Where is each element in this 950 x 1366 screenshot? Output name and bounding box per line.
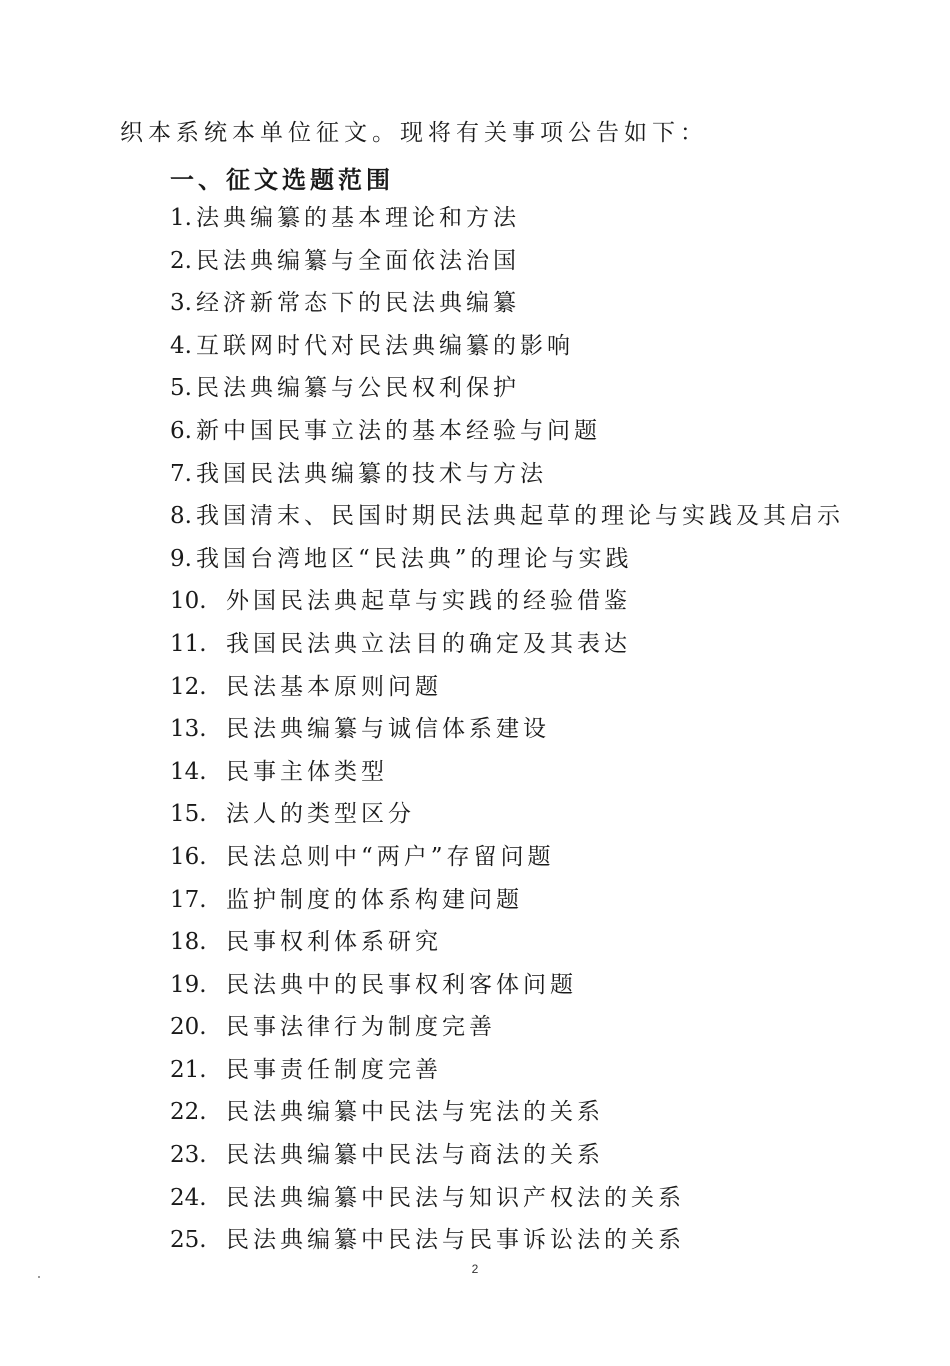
topic-text: 我国民法典立法目的确定及其表达 (226, 630, 631, 657)
topic-text: 民法典编纂与诚信体系建设 (226, 716, 550, 743)
topic-text: 民法典编纂中民法与宪法的关系 (226, 1099, 604, 1126)
topic-text: 民法典编纂中民法与民事诉讼法的关系 (226, 1227, 685, 1254)
topic-text: 民法典编纂中民法与知识产权法的关系 (226, 1184, 685, 1211)
topic-text: 法人的类型区分 (226, 801, 415, 828)
topic-number: 24. (170, 1184, 207, 1211)
topic-item (170, 628, 844, 671)
topic-number: 17. (170, 886, 207, 913)
topic-text: 我国民法典编纂的技术与方法 (195, 460, 547, 487)
topic-item (170, 841, 844, 884)
topic-item (170, 458, 844, 501)
topic-number: 3. (170, 290, 192, 317)
topic-list (170, 202, 844, 1267)
topic-number: 13. (170, 716, 207, 743)
topic-item (170, 287, 844, 330)
topic-number: 23. (170, 1142, 207, 1169)
topic-item (170, 756, 844, 799)
topic-item (170, 1096, 844, 1139)
topic-item (170, 926, 844, 969)
topic-item (170, 202, 844, 245)
topic-number: 4. (170, 332, 192, 359)
intro-paragraph: 织本系统本单位征文。现将有关事项公告如下： (120, 120, 708, 146)
topic-item (170, 1054, 844, 1097)
page-number: 2 (471, 1262, 479, 1276)
topic-item (170, 1224, 844, 1267)
topic-number: 16. (170, 843, 207, 870)
topic-text: 民事权利体系研究 (226, 929, 442, 956)
topic-number: 18. (170, 929, 207, 956)
topic-number: 14. (170, 758, 207, 785)
topic-item (170, 798, 844, 841)
scan-speck (38, 1276, 40, 1278)
topic-number: 21. (170, 1056, 207, 1083)
topic-number: 7. (170, 460, 192, 487)
topic-item (170, 713, 844, 756)
topic-number: 20. (170, 1014, 207, 1041)
topic-number: 5. (170, 375, 192, 402)
topic-item (170, 245, 844, 288)
topic-text: 我国台湾地区“民法典”的理论与实践 (195, 545, 633, 572)
topic-text: 民事责任制度完善 (226, 1056, 442, 1083)
topic-number: 11. (170, 630, 207, 657)
topic-item (170, 1011, 844, 1054)
section-heading: 一、征文选题范围 (170, 165, 394, 194)
topic-text: 民法典编纂与全面依法治国 (195, 247, 520, 274)
topic-number: 15. (170, 801, 207, 828)
topic-text: 外国民法典起草与实践的经验借鉴 (226, 588, 631, 615)
topic-number: 2. (170, 247, 192, 274)
topic-item (170, 1139, 844, 1182)
topic-text: 民法典中的民事权利客体问题 (226, 971, 577, 998)
topic-text: 法典编纂的基本理论和方法 (195, 205, 520, 231)
topic-item (170, 585, 844, 628)
topic-number: 6. (170, 417, 192, 444)
topic-text: 民事法律行为制度完善 (226, 1014, 496, 1041)
topic-number: 1. (170, 205, 192, 231)
topic-text: 我国清末、民国时期民法典起草的理论与实践及其启示 (195, 503, 844, 530)
topic-text: 民法基本原则问题 (226, 673, 442, 700)
topic-item (170, 671, 844, 714)
topic-text: 监护制度的体系构建问题 (226, 886, 523, 913)
topic-text: 民法总则中“两户”存留问题 (226, 843, 555, 870)
topic-number: 9. (170, 545, 192, 572)
topic-item (170, 969, 844, 1012)
topic-item (170, 884, 844, 927)
topic-item (170, 1182, 844, 1225)
topic-item (170, 415, 844, 458)
topic-text: 互联网时代对民法典编纂的影响 (195, 332, 574, 359)
topic-number: 25. (170, 1227, 207, 1254)
topic-item (170, 330, 844, 373)
topic-item (170, 543, 844, 586)
topic-number: 19. (170, 971, 207, 998)
topic-number: 10. (170, 588, 207, 615)
topic-text: 民法典编纂与公民权利保护 (195, 375, 520, 402)
topic-text: 经济新常态下的民法典编纂 (195, 290, 520, 317)
topic-item (170, 500, 844, 543)
topic-text: 民事主体类型 (226, 758, 388, 785)
topic-item (170, 372, 844, 415)
topic-number: 8. (170, 503, 192, 530)
topic-number: 22. (170, 1099, 207, 1126)
topic-number: 12. (170, 673, 207, 700)
topic-text: 新中国民事立法的基本经验与问题 (195, 417, 601, 444)
topic-text: 民法典编纂中民法与商法的关系 (226, 1142, 604, 1169)
